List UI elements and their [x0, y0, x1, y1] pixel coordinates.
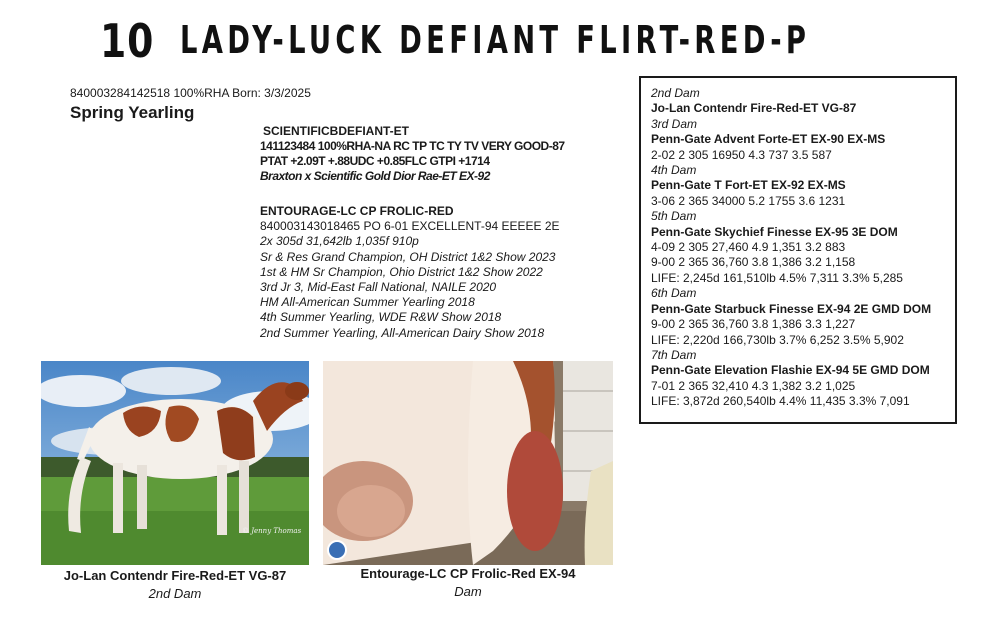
animal-name: LADY-LUCK DEFIANT FLIRT-RED-P [180, 18, 811, 62]
second-dam-caption [41, 568, 309, 601]
sire-name: SCIENTIFICBDEFIANT-ET [263, 124, 409, 138]
dam-record: 3rd Jr 3, Mid-East Fall National, NAILE 2020 [260, 280, 497, 295]
pedigree-record: 9-00 2 365 36,760 3.8 1,386 3.3 1,227 [651, 317, 856, 332]
pedigree-box [639, 76, 957, 424]
dam-record: Sr & Res Grand Champion, OH District 1&2 Show 2023 [260, 249, 556, 264]
dam-registration: 840003143018465 PO 6-01 EXCELLENT-94 EEEEE 2E [260, 219, 560, 234]
class-label: Spring Yearling [70, 103, 195, 122]
dam-record: HM All-American Summer Yearling 2018 [260, 295, 475, 310]
pedigree-ancestor-name: Penn-Gate T Fort-ET EX-92 EX-MS [651, 178, 846, 193]
id-line: 840003284142518 100%RHA Born: 3/3/2025 [70, 86, 311, 100]
dam-record: 2nd Summer Yearling, All-American Dairy Show 2018 [260, 325, 545, 340]
photo-title: Jo-Lan Contendr Fire-Red-ET VG-87 [63, 568, 287, 583]
pedigree-label: 6th Dam [651, 286, 697, 301]
photo-subtitle: Dam [454, 584, 482, 599]
photo-title: Entourage-LC CP Frolic-Red EX-94 [360, 566, 576, 581]
pedigree-record: 2-02 2 305 16950 4.3 737 3.5 587 [651, 147, 832, 162]
pedigree-record: LIFE: 2,245d 161,510lb 4.5% 7,311 3.3% 5,285 [651, 270, 903, 285]
sire-block [260, 124, 565, 184]
photographer-watermark: © Jenny Thomas [242, 527, 302, 535]
pedigree-record: LIFE: 2,220d 166,730lb 3.7% 6,252 3.5% 5,902 [651, 332, 904, 347]
pedigree-ancestor-name: Penn-Gate Elevation Flashie EX-94 5E GMD DOM [651, 363, 930, 378]
pedigree-label: 4th Dam [651, 163, 697, 178]
pedigree-label: 3rd Dam [651, 116, 698, 131]
pedigree-label: 2nd Dam [651, 86, 700, 100]
pedigree-record: 4-09 2 305 27,460 4.9 1,351 3.2 883 [651, 240, 846, 255]
dam-record: 1st & HM Sr Champion, Ohio District 1&2 Show 2022 [260, 264, 543, 279]
pedigree-record: 3-06 2 365 34000 5.2 1755 3.6 1231 [651, 193, 846, 208]
pedigree-label: 7th Dam [651, 347, 697, 362]
pedigree-ancestor-name: Penn-Gate Starbuck Finesse EX-94 2E GMD DOM [651, 301, 932, 316]
dam-block [260, 204, 560, 341]
dam-photo [323, 361, 613, 565]
dam-record: 4th Summer Yearling, WDE R&W Show 2018 [260, 310, 502, 325]
photo-subtitle: 2nd Dam [148, 586, 202, 601]
pedigree-label: 5th Dam [651, 209, 697, 224]
dam-caption [323, 566, 613, 599]
sire-ptat: PTAT +2.09T +.88UDC +0.85FLC GTPI +1714 [260, 154, 490, 168]
pedigree-record: LIFE: 3,872d 260,540lb 4.4% 11,435 3.3% 7,091 [651, 394, 910, 409]
dam-name: ENTOURAGE-LC CP FROLIC-RED [260, 204, 454, 218]
pedigree-record: 9-00 2 365 36,760 3.8 1,386 3.2 1,158 [651, 255, 856, 270]
sire-registration: 141123484 100%RHA-NA RC TP TC TY TV VERY GOOD-87 [260, 139, 565, 153]
sire-pedigree: Braxton x Scientific Gold Dior Rae-ET EX-92 [260, 169, 490, 183]
pedigree-ancestor-name: Penn-Gate Skychief Finesse EX-95 3E DOM [651, 224, 898, 239]
lot-number: 10 [100, 14, 155, 68]
pedigree-ancestor-name: Penn-Gate Advent Forte-ET EX-90 EX-MS [651, 132, 886, 147]
pedigree-record: 7-01 2 365 32,410 4.3 1,382 3.2 1,025 [651, 378, 856, 393]
dam-record: 2x 305d 31,642lb 1,035f 910p [260, 234, 419, 249]
pedigree-ancestor-name: Jo-Lan Contendr Fire-Red-ET VG-87 [651, 101, 857, 116]
